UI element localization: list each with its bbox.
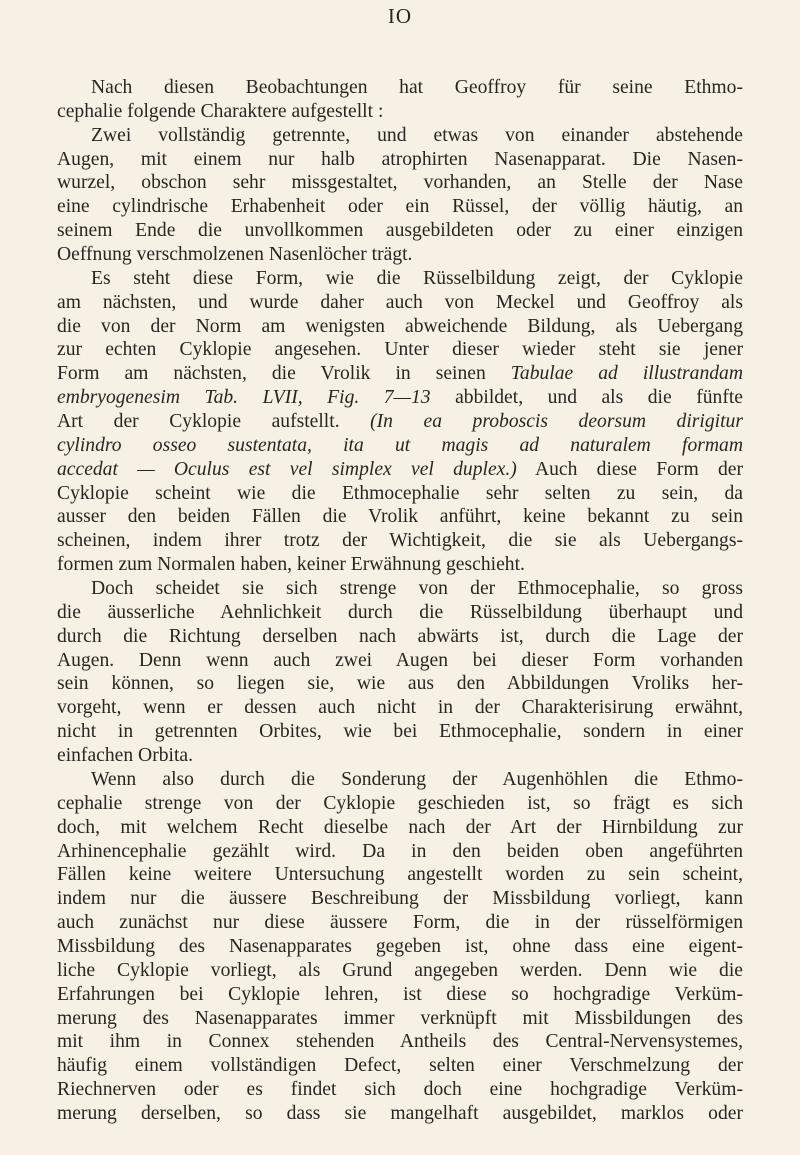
text-segment: häufig einem vollständigen Defect, selten einer Verschmelzung der (57, 1055, 743, 1077)
italic-text: cylindro osseo sustentata, ita ut magis ad naturalem formam (57, 434, 743, 456)
text-segment: sein können, so liegen sie, wie aus den Abbildungen Vroliks her- (57, 673, 743, 695)
text-segment: Es steht diese Form, wie die Rüsselbildung zeigt, der Cyklopie (91, 267, 743, 289)
text-line (57, 529, 743, 553)
text-line (57, 315, 743, 339)
text-line (57, 1054, 743, 1078)
body-text (57, 76, 743, 1126)
text-segment: indem nur die äussere Beschreibung der Missbildung vorliegt, kann (57, 888, 743, 910)
text-line (57, 434, 743, 458)
italic-text: accedat — Oculus est vel simplex vel duplex.) (57, 458, 517, 480)
text-line (57, 219, 743, 243)
text-line (57, 935, 743, 959)
text-line (57, 243, 743, 267)
text-line (57, 768, 743, 792)
text-line (57, 553, 743, 577)
text-segment: ausser den beiden Fällen die Vrolik anführt, keine bekannt zu sein (57, 506, 743, 528)
text-line (57, 792, 743, 816)
text-line (57, 625, 743, 649)
text-line (57, 338, 743, 362)
text-line (57, 195, 743, 219)
italic-text: embryogenesim Tab. LVII, Fig. 7—13 (57, 387, 431, 409)
text-line (57, 672, 743, 696)
italic-text: Tabulae ad illustrandam (510, 363, 743, 385)
italic-text: (In ea proboscis deorsum dirigitur (370, 411, 743, 433)
text-line (57, 1030, 743, 1054)
text-line (57, 959, 743, 983)
text-segment: Erfahrungen bei Cyklopie lehren, ist diese so hochgradige Verküm- (57, 983, 743, 1005)
text-segment: mit ihm in Connex stehenden Antheils des Central-Nervensystemes, (57, 1031, 743, 1053)
text-line (57, 148, 743, 172)
text-line (57, 816, 743, 840)
text-segment: am nächsten, und wurde daher auch von Meckel und Geoffroy als (57, 291, 743, 313)
text-line (57, 291, 743, 315)
text-segment: Arhinencephalie gezählt wird. Da in den beiden oben angeführten (57, 840, 743, 862)
text-segment: Riechnerven oder es findet sich doch eine hochgradige Verküm- (57, 1079, 743, 1101)
page-number: IO (387, 4, 413, 28)
text-line (57, 887, 743, 911)
text-segment: seinem Ende die unvollkommen ausgebildeten oder zu einer einzigen (57, 220, 743, 242)
text-segment: auch zunächst nur diese äussere Form, die in der rüsselförmigen (57, 912, 743, 934)
text-segment: Augen, mit einem nur halb atrophirten Nasenapparat. Die Nasen- (57, 148, 743, 170)
text-line (57, 386, 743, 410)
text-line (57, 720, 743, 744)
text-segment: Fällen keine weitere Untersuchung angestellt worden zu sein scheint, (57, 864, 743, 886)
text-segment: Missbildung des Nasenapparates gegeben ist, ohne dass eine eigent- (57, 935, 743, 957)
text-segment: merung des Nasenapparates immer verknüpft mit Missbildungen des (57, 1007, 743, 1029)
text-line (57, 649, 743, 673)
text-segment: nicht in getrennten Orbites, wie bei Ethmocephalie, sondern in einer (57, 721, 743, 743)
text-segment: scheinen, indem ihrer trotz der Wichtigkeit, die sie als Uebergangs- (57, 530, 743, 552)
text-segment: eine cylindrische Erhabenheit oder ein Rüssel, der völlig häutig, an (57, 196, 743, 218)
text-line (57, 171, 743, 195)
text-line (57, 696, 743, 720)
text-segment: Wenn also durch die Sonderung der Augenhöhlen die Ethmo- (91, 768, 743, 790)
text-line (57, 863, 743, 887)
text-segment: Nach diesen Beobachtungen hat Geoffroy für seine Ethmo- (91, 77, 743, 98)
text-line (57, 267, 743, 291)
text-line (57, 458, 743, 482)
text-line (57, 983, 743, 1007)
text-segment: cephalie folgende Charaktere aufgestellt : (57, 100, 384, 122)
text-line (57, 362, 743, 386)
text-segment: Cyklopie scheint wie die Ethmocephalie sehr selten zu sein, da (57, 482, 743, 504)
text-line (57, 577, 743, 601)
text-line (57, 601, 743, 625)
text-segment: Oeffnung verschmolzenen Nasenlöcher trägt. (57, 244, 413, 266)
text-line (57, 1102, 743, 1126)
text-segment: abbildet, und als die fünfte (430, 387, 743, 409)
text-segment: zur echten Cyklopie angesehen. Unter dieser wieder steht sie jener (57, 339, 743, 361)
text-line (57, 100, 743, 124)
text-line (57, 505, 743, 529)
text-line (57, 744, 743, 768)
text-line (57, 911, 743, 935)
text-line (57, 482, 743, 506)
text-segment: doch, mit welchem Recht dieselbe nach der Art der Hirnbildung zur (57, 816, 743, 838)
text-line (57, 76, 743, 100)
text-segment: wurzel, obschon sehr missgestaltet, vorhanden, an Stelle der Nase (57, 172, 743, 194)
text-segment: vorgeht, wenn er dessen auch nicht in der Charakterisirung erwähnt, (57, 697, 743, 719)
text-segment: die äusserliche Aehnlichkeit durch die Rüsselbildung überhaupt und (57, 601, 743, 623)
text-segment: Doch scheidet sie sich strenge von der Ethmocephalie, so gross (91, 578, 743, 600)
text-segment: Augen. Denn wenn auch zwei Augen bei dieser Form vorhanden (57, 649, 743, 671)
text-segment: formen zum Normalen haben, keiner Erwähnung geschieht. (57, 554, 525, 576)
text-segment: merung derselben, so dass sie mangelhaft ausgebildet, marklos oder (57, 1102, 743, 1124)
text-segment: Auch diese Form der (516, 458, 743, 480)
text-segment: Zwei vollständig getrennte, und etwas von einander abstehende (91, 124, 743, 146)
text-segment: einfachen Orbita. (57, 745, 193, 767)
text-segment: Form am nächsten, die Vrolik in seinen (57, 363, 511, 385)
text-line (57, 1078, 743, 1102)
text-segment: liche Cyklopie vorliegt, als Grund angegeben werden. Denn wie die (57, 959, 743, 981)
text-segment: die von der Norm am wenigsten abweichende Bildung, als Uebergang (57, 315, 743, 337)
text-segment: Art der Cyklopie aufstellt. (57, 411, 371, 433)
text-line (57, 840, 743, 864)
text-segment: cephalie strenge von der Cyklopie geschieden ist, so frägt es sich (57, 792, 743, 814)
text-segment: durch die Richtung derselben nach abwärts ist, durch die Lage der (57, 625, 743, 647)
text-line (57, 1007, 743, 1031)
text-line (57, 124, 743, 148)
text-line (57, 410, 743, 434)
